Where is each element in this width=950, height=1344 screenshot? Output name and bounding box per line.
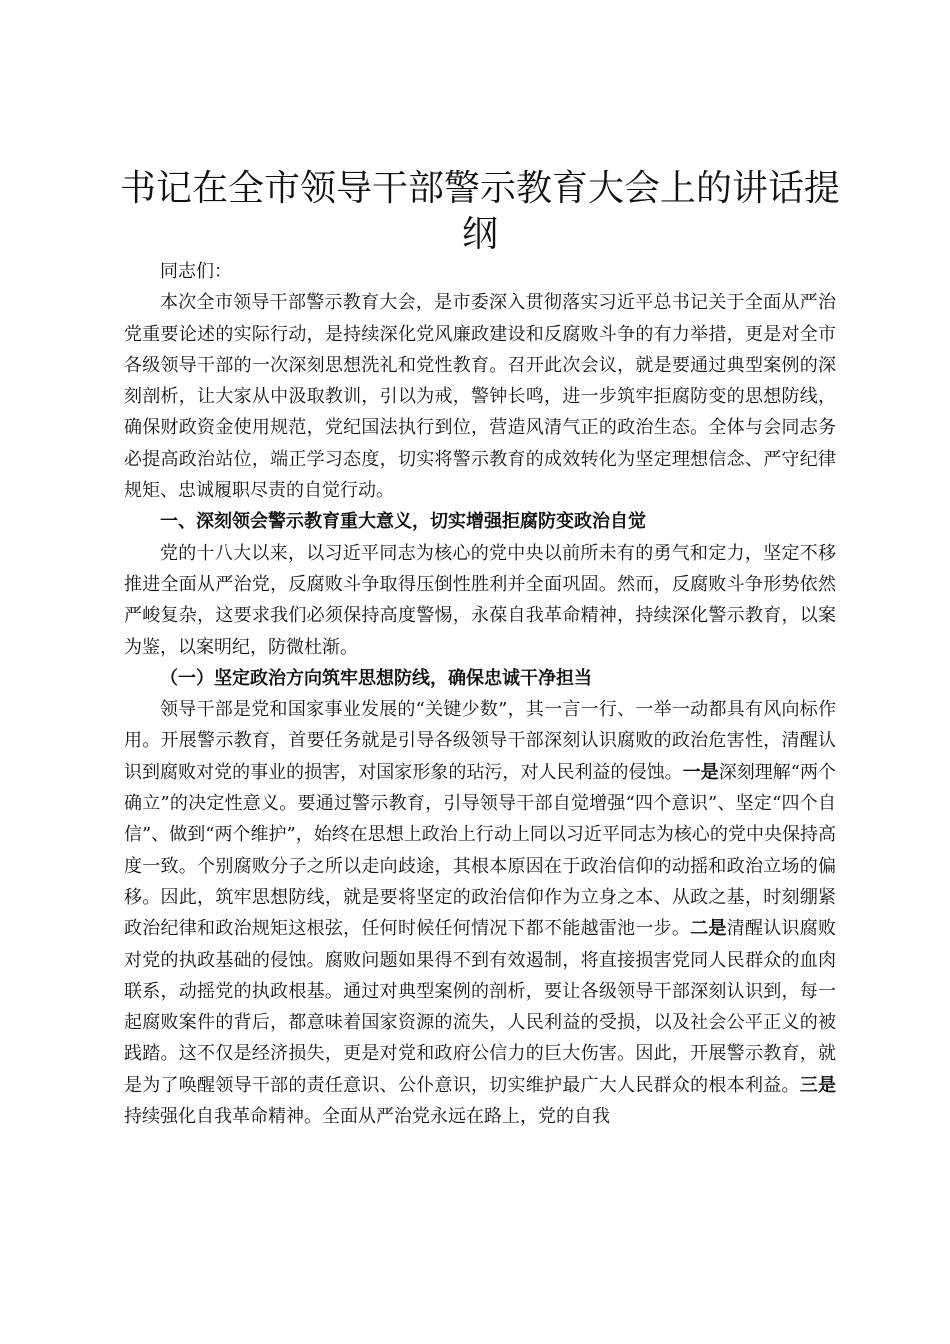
point-3-text: 持续强化自我革命精神。全面从严治党永远在路上，党的自我 — [124, 1106, 610, 1128]
document-title: 书记在全市领导干部警示教育大会上的讲话提纲 — [120, 168, 841, 255]
point-3-label: 三是 — [799, 1074, 836, 1096]
section-1-paragraph: 党的十八大以来，以习近平同志为核心的党中央以前所未有的勇气和定力，坚定不移推进全面从严治党，反腐败斗争取得压倒性胜利并全面巩固。然而，反腐败斗争形势依然严峻复杂，这要求我们必须保持高度警惕，永葆自我革命精神，持续深化警示教育，以案为鉴，以案明纪，防微杜渐。 — [124, 542, 836, 658]
point-2-label: 二是 — [690, 918, 727, 940]
intro-paragraph: 本次全市领导干部警示教育大会，是市委深入贯彻落实习近平总书记关于全面从严治党重要论述的实际行动，是持续深化党风廉政建设和反腐败斗争的有力举措，更是对全市各级领导干部的一次深刻思想洗礼和党性教育。召开此次会议，就是要通过典型案例的深刻剖析，让大家从中汲取教训，引以为戒，警钟长鸣，进一步筑牢拒腐防变的思想防线，确保财政资金使用规范，党纪国法执行到位，营造风清气正的政治生态。全体与会同志务必提高政治站位，端正学习态度，切实将警示教育的成效转化为坚定理想信念、严守纪律规矩、忠诚履职尽责的自觉行动。 — [124, 292, 836, 502]
salutation: 同志们： — [160, 261, 232, 282]
point-2-text: 清醒认识腐败对党的执政基础的侵蚀。腐败问题如果得不到有效遏制，将直接损害党同人民群众的血肉联系，动摇党的执政根基。通过对典型案例的剖析，要让各级领导干部深刻认识到，每一起腐败案件的背后，都意味着国家资源的流失，人民利益的受损，以及社会公平正义的被践踏。这不仅是经济损失，更是对党和政府公信力的巨大伤害。因此，开展警示教育，就是为了唤醒领导干部的责任意识、公仆意识，切实维护最广大人民群众的根本利益。 — [124, 918, 837, 1096]
section-1-heading: 一、深刻领会警示教育重大意义，切实增强拒腐防变政治自觉 — [160, 511, 646, 533]
subsection-1-heading: （一）坚定政治方向筑牢思想防线，确保忠诚干净担当 — [160, 667, 592, 689]
point-1-label: 一是 — [682, 761, 719, 783]
subsection-1-lead: 领导干部是党和国家事业发展的“关键少数”，其一言一行、一举一动都具有风向标作用。开展警示教育，首要任务就是引导各级领导干部深刻认识腐败的政治危害性，清醒认识到腐败对党的事业的损害，对国家形象的玷污，对人民利益的侵蚀。 — [124, 699, 836, 783]
subsection-1-paragraph — [124, 694, 836, 1132]
point-1-text: 深刻理解“两个确立”的决定性意义。要通过警示教育，引导领导干部自觉增强“四个意识”、坚定“四个自信”、做到“两个维护”，始终在思想上政治上行动上同以习近平同志为核心的党中央保持高度一致。个别腐败分子之所以走向歧途，其根本原因在于政治信仰的动摇和政治立场的偏移。因此，筑牢思想防线，就是要将坚定的政治信仰作为立身之本、从政之基，时刻绷紧政治纪律和政治规矩这根弦，任何时候任何情况下都不能越雷池一步。 — [124, 761, 837, 940]
document-body — [124, 256, 836, 1132]
